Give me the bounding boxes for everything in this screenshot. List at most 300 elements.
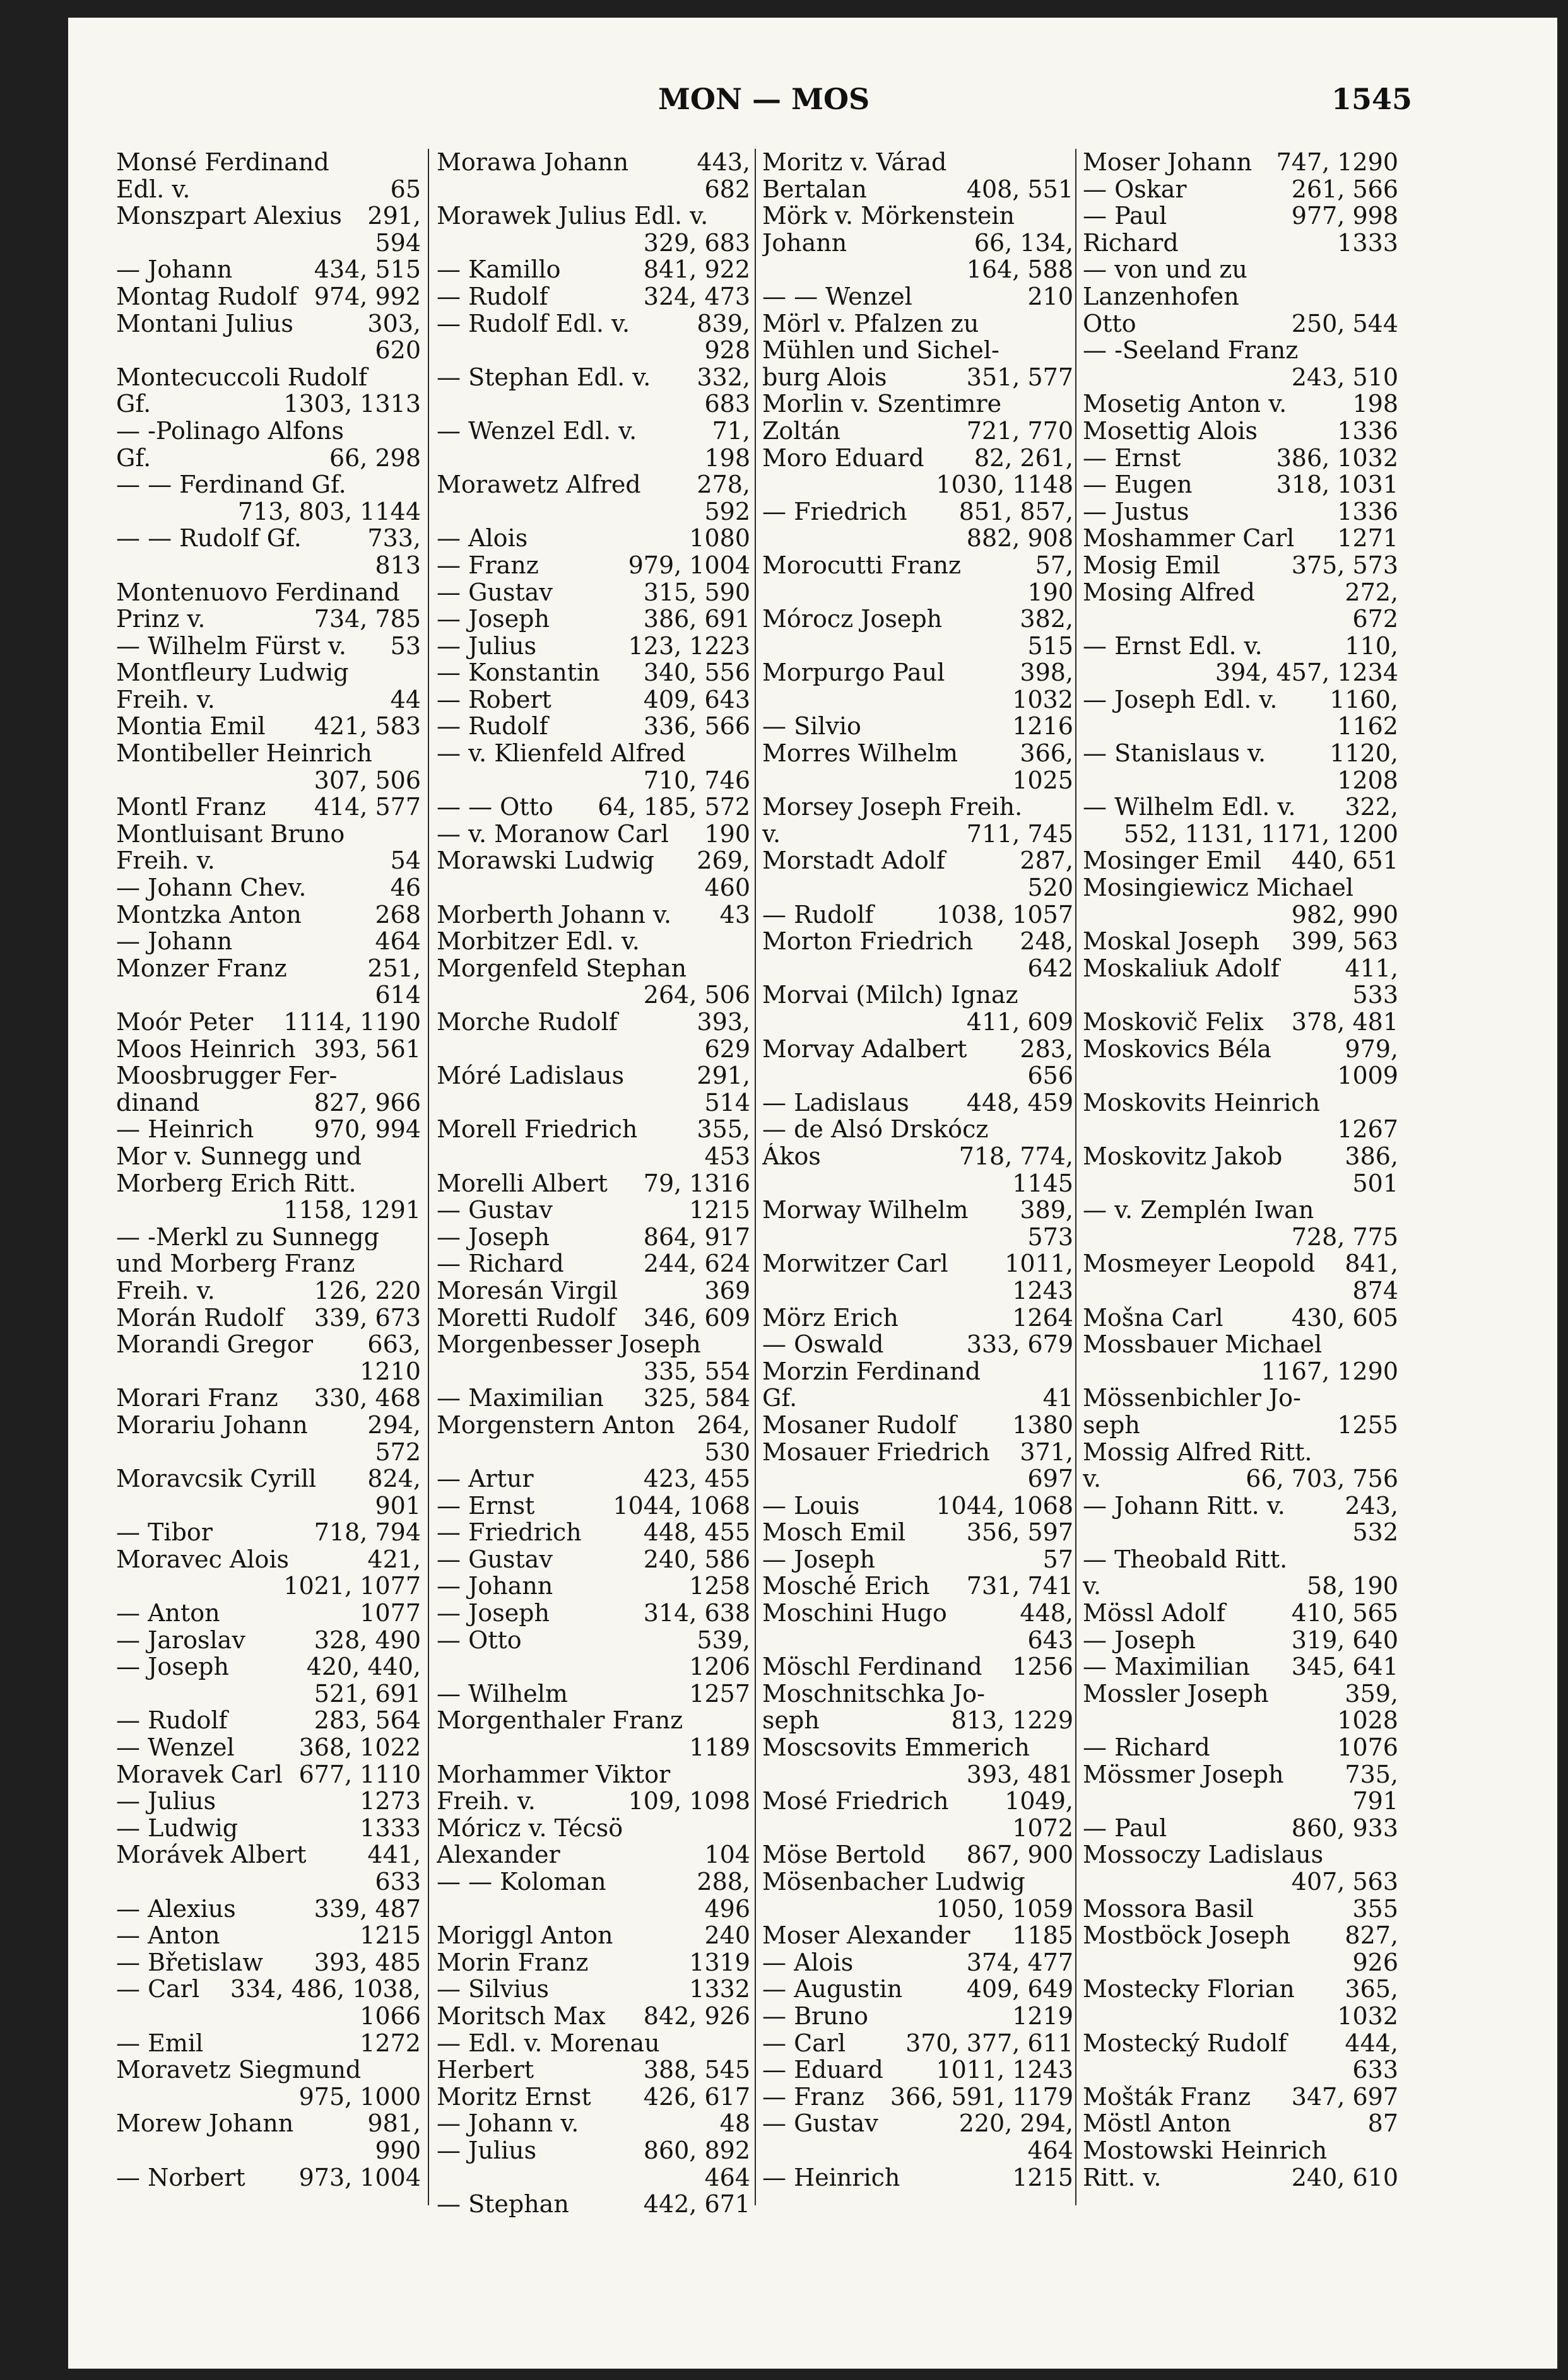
entry-page-refs: 283,	[1020, 1035, 1073, 1063]
entry-name: — Justus	[1083, 498, 1189, 525]
entry-name: Mošták Franz	[1083, 2083, 1251, 2111]
index-entry	[437, 2056, 750, 2084]
entry-page-refs: 1336	[1337, 417, 1398, 445]
entry-page-refs: 269,	[697, 847, 750, 875]
entry-page-refs: 1009	[1337, 1062, 1398, 1089]
index-entry	[762, 2056, 1073, 2084]
index-entry	[762, 1170, 1073, 1197]
entry-page-refs: 333, 679	[966, 1331, 1073, 1358]
index-entry	[1083, 2137, 1398, 2164]
entry-page-refs: 747, 1290	[1276, 149, 1398, 176]
entry-name: — Bruno	[762, 2002, 868, 2030]
entry-page-refs: 977, 998	[1291, 202, 1398, 230]
entry-page-refs: 386, 1032	[1276, 444, 1398, 472]
entry-name: — Stanislaus v.	[1083, 740, 1266, 767]
entry-page-refs: 734, 785	[314, 606, 421, 633]
entry-name: Mossbauer Michael	[1083, 1331, 1323, 1358]
index-entry	[437, 498, 750, 525]
entry-name: Mosch Emil	[762, 1519, 906, 1546]
entry-name: Moskal Joseph	[1083, 928, 1260, 955]
index-entry	[762, 1197, 1073, 1224]
index-entry	[116, 1304, 421, 1332]
entry-name: Morelli Albert	[437, 1169, 608, 1197]
entry-name: — Johann Ritt. v.	[1083, 1492, 1285, 1520]
entry-page-refs: 1273	[360, 1788, 421, 1815]
index-entry	[762, 1358, 1073, 1385]
index-entry	[116, 1036, 421, 1063]
entry-page-refs: 448, 455	[643, 1519, 750, 1546]
entry-page-refs: 721, 770	[966, 417, 1073, 445]
index-entry	[116, 982, 421, 1009]
entry-name: — Oskar	[1083, 175, 1187, 203]
index-entry	[762, 1707, 1073, 1734]
index-entry	[762, 1653, 1073, 1680]
index-column-2	[437, 149, 750, 2218]
entry-name: Morari Franz	[116, 1385, 278, 1412]
index-entry	[116, 310, 421, 337]
index-entry	[762, 418, 1073, 445]
entry-page-refs: 460	[704, 874, 750, 901]
entry-page-refs: 109, 1098	[628, 1788, 750, 1815]
index-entry	[437, 337, 750, 364]
index-entry	[437, 2191, 750, 2218]
entry-name: — Norbert	[116, 2164, 245, 2191]
entry-page-refs: 210	[1027, 283, 1073, 310]
index-entry	[437, 1492, 750, 1520]
index-entry	[1083, 633, 1398, 660]
index-entry	[762, 283, 1073, 310]
entry-name: — Johann v.	[437, 2110, 579, 2137]
entry-page-refs: 356, 597	[966, 1519, 1073, 1546]
index-entry	[762, 1896, 1073, 1923]
entry-page-refs: 713, 803, 1144	[237, 498, 421, 525]
entry-page-refs: 1257	[689, 1680, 750, 1708]
entry-name: Zoltán	[762, 417, 840, 445]
entry-page-refs: 874	[1352, 1277, 1398, 1304]
entry-page-refs: 346, 609	[643, 1304, 750, 1332]
index-entry	[1083, 1519, 1398, 1546]
entry-name: — Alois	[762, 1949, 854, 1976]
entry-name: — Julius	[437, 632, 537, 660]
index-entry	[1083, 176, 1398, 203]
index-entry	[437, 525, 750, 552]
entry-name: — Stephan	[437, 2191, 569, 2218]
index-entry	[116, 230, 421, 257]
entry-page-refs: 718, 774,	[958, 1142, 1073, 1170]
index-entry	[116, 1250, 421, 1277]
index-entry	[116, 821, 421, 848]
index-entry	[437, 202, 750, 230]
entry-page-refs: 629	[704, 1035, 750, 1063]
entry-page-refs: 411, 609	[966, 1009, 1073, 1036]
index-entry	[762, 1412, 1073, 1439]
index-entry	[437, 686, 750, 713]
entry-name: — — Wenzel	[762, 283, 912, 310]
index-entry	[116, 1600, 421, 1627]
entry-name: Richard	[1083, 229, 1179, 257]
entry-name: Monszpart Alexius	[116, 202, 342, 230]
index-entry	[437, 1358, 750, 1385]
entry-name: Möstl Anton	[1083, 2110, 1232, 2137]
entry-name: — Wilhelm	[437, 1680, 568, 1708]
entry-name: Edl. v.	[116, 175, 191, 203]
entry-name: dinand	[116, 1089, 200, 1117]
entry-page-refs: 335, 554	[643, 1357, 750, 1385]
index-entry	[116, 552, 421, 579]
index-entry	[437, 740, 750, 767]
entry-page-refs: 371,	[1020, 1438, 1073, 1466]
index-column-1	[116, 149, 421, 2191]
index-entry	[116, 1949, 421, 1976]
entry-name: — Emil	[116, 2029, 204, 2057]
entry-name: — Rudolf Edl. v.	[437, 310, 630, 337]
entry-page-refs: 393, 561	[314, 1035, 421, 1063]
entry-name: Morway Wilhelm	[762, 1197, 969, 1224]
index-entry	[1083, 821, 1398, 848]
entry-page-refs: 87	[1367, 2110, 1398, 2137]
entry-page-refs: 421,	[367, 1545, 421, 1573]
entry-name: Ritt. v.	[1083, 2164, 1162, 2191]
index-entry	[1083, 1627, 1398, 1654]
index-entry	[762, 176, 1073, 203]
entry-page-refs: 243,	[1345, 1492, 1398, 1520]
entry-page-refs: 718, 794	[314, 1519, 421, 1546]
entry-page-refs: 1243	[1012, 1277, 1073, 1304]
index-entry	[1083, 1600, 1398, 1627]
index-entry	[762, 1868, 1073, 1896]
entry-page-refs: 398,	[1020, 659, 1073, 686]
index-entry	[116, 1519, 421, 1546]
entry-name: Morvay Adalbert	[762, 1035, 967, 1063]
entry-name: — Oswald	[762, 1331, 884, 1358]
entry-name: Mörl v. Pfalzen zu	[762, 310, 979, 337]
entry-name: Gf.	[116, 390, 151, 418]
running-header	[68, 82, 1557, 126]
entry-page-refs: 572	[375, 1438, 421, 1466]
index-entry	[116, 1197, 421, 1224]
entry-name: Montenuovo Ferdinand	[116, 578, 400, 606]
entry-name: — Břetislaw	[116, 1949, 263, 1976]
index-entry	[116, 1868, 421, 1896]
entry-page-refs: 824,	[367, 1465, 421, 1492]
entry-page-refs: 240	[704, 1922, 750, 1949]
index-entry	[1083, 256, 1398, 283]
entry-name: — Maximilian	[1083, 1653, 1250, 1680]
index-column-4	[1083, 149, 1398, 2191]
index-entry	[1083, 1331, 1398, 1358]
index-entry	[762, 874, 1073, 901]
entry-page-refs: 974, 992	[314, 283, 421, 310]
index-entry	[116, 928, 421, 955]
entry-page-refs: 633	[375, 1868, 421, 1896]
index-entry	[762, 606, 1073, 633]
entry-name: v.	[762, 820, 781, 848]
index-entry	[116, 2137, 421, 2164]
entry-page-refs: 54	[390, 847, 421, 875]
index-entry	[437, 1143, 750, 1170]
entry-name: Mossoczy Ladislaus	[1083, 1841, 1324, 1868]
entry-page-refs: 614	[375, 982, 421, 1009]
index-entry	[437, 418, 750, 445]
entry-page-refs: 970, 994	[314, 1116, 421, 1143]
index-entry	[1083, 1412, 1398, 1439]
index-entry	[1083, 606, 1398, 633]
entry-name: Freih. v.	[437, 1788, 536, 1815]
entry-page-refs: 1021, 1077	[283, 1573, 421, 1600]
index-entry	[437, 955, 750, 982]
entry-name: Morbitzer Edl. v.	[437, 928, 640, 955]
index-entry	[762, 471, 1073, 498]
entry-name: — -Polinago Alfons	[116, 417, 345, 445]
entry-name: Möse Bertold	[762, 1841, 926, 1868]
entry-page-refs: 1208	[1337, 766, 1398, 794]
entry-page-refs: 123, 1223	[628, 632, 750, 660]
entry-page-refs: 1215	[689, 1197, 750, 1224]
index-entry	[116, 1277, 421, 1304]
entry-page-refs: 104	[704, 1841, 750, 1868]
entry-page-refs: 328, 490	[314, 1626, 421, 1654]
index-entry	[116, 498, 421, 525]
index-entry	[762, 310, 1073, 337]
index-entry	[1083, 1143, 1398, 1170]
index-entry	[762, 364, 1073, 391]
index-entry	[1083, 1815, 1398, 1842]
entry-page-refs: 65	[390, 175, 421, 203]
entry-page-refs: 110,	[1345, 632, 1398, 660]
index-entry	[762, 1680, 1073, 1708]
entry-name: Freih. v.	[116, 686, 215, 713]
index-entry	[762, 525, 1073, 552]
entry-name: Morgenfeld Stephan	[437, 954, 687, 982]
entry-page-refs: 264, 506	[643, 982, 750, 1009]
index-entry	[116, 2003, 421, 2030]
entry-page-refs: 928	[704, 337, 750, 364]
index-entry	[1083, 418, 1398, 445]
entry-page-refs: 1167, 1290	[1261, 1357, 1398, 1385]
entry-name: Mossora Basil	[1083, 1895, 1254, 1923]
entry-page-refs: 126, 220	[314, 1277, 421, 1304]
index-entry	[116, 2056, 421, 2084]
entry-page-refs: 620	[375, 337, 421, 364]
index-entry	[437, 176, 750, 203]
entry-name: Moravetz Siegmund	[116, 2056, 362, 2084]
index-entry	[437, 1707, 750, 1734]
entry-page-refs: 697	[1027, 1465, 1073, 1492]
index-entry	[437, 2164, 750, 2191]
entry-name: Morhammer Viktor	[437, 1761, 671, 1788]
page	[68, 18, 1557, 2369]
index-entry	[437, 847, 750, 874]
running-head-title: MON — MOS	[658, 82, 870, 116]
entry-name: Moshammer Carl	[1083, 525, 1295, 552]
entry-name: Morsey Joseph Freih.	[762, 794, 1023, 821]
entry-page-refs: 66, 134,	[974, 229, 1073, 257]
entry-name: Alexander	[437, 1841, 560, 1868]
index-entry	[437, 1331, 750, 1358]
index-entry	[1083, 579, 1398, 606]
entry-name: — Joseph Edl. v.	[1083, 686, 1278, 713]
entry-page-refs: 1076	[1337, 1734, 1398, 1761]
entry-name: Bertalan	[762, 175, 867, 203]
entry-page-refs: 1025	[1012, 766, 1073, 794]
entry-name: — Otto	[437, 1626, 522, 1654]
entry-name: Mostböck Joseph	[1083, 1922, 1291, 1949]
entry-name: Moresán Virgil	[437, 1277, 618, 1304]
entry-name: — Silvius	[437, 1976, 550, 2003]
index-entry	[762, 659, 1073, 686]
entry-name: — -Seeland Franz	[1083, 337, 1299, 364]
index-entry	[1083, 230, 1398, 257]
entry-name: Moos Heinrich	[116, 1035, 296, 1063]
entry-name: — Paul	[1083, 1814, 1167, 1842]
entry-name: Montluisant Bruno	[116, 820, 345, 848]
index-entry	[116, 2030, 421, 2057]
entry-name: Montecuccoli Rudolf	[116, 363, 368, 391]
entry-name: seph	[762, 1707, 820, 1735]
index-entry	[116, 149, 421, 176]
entry-page-refs: 592	[704, 498, 750, 525]
entry-name: Mosché Erich	[762, 1573, 930, 1600]
index-entry	[437, 901, 750, 929]
entry-page-refs: 982, 990	[1291, 901, 1398, 929]
entry-name: — Gustav	[437, 1545, 553, 1573]
index-entry	[762, 1277, 1073, 1304]
index-entry	[1083, 1788, 1398, 1815]
entry-name: Morgenbesser Joseph	[437, 1331, 701, 1358]
index-entry	[116, 1009, 421, 1036]
entry-page-refs: 410, 565	[1291, 1600, 1398, 1627]
entry-name: — de Alsó Drskócz	[762, 1116, 989, 1143]
index-entry	[437, 579, 750, 606]
index-entry	[762, 794, 1073, 821]
entry-page-refs: 243, 510	[1291, 363, 1398, 391]
entry-name: Morvai (Milch) Ignaz	[762, 982, 1018, 1009]
index-entry	[437, 364, 750, 391]
index-entry	[762, 337, 1073, 364]
entry-page-refs: 443,	[697, 149, 750, 176]
entry-name: Moschini Hugo	[762, 1600, 947, 1627]
index-entry	[437, 1062, 750, 1089]
entry-name: Moser Johann	[1083, 149, 1253, 176]
entry-page-refs: 64, 185, 572	[598, 794, 750, 821]
index-entry	[437, 1573, 750, 1600]
entry-page-refs: 283, 564	[314, 1707, 421, 1735]
entry-page-refs: 643	[1027, 1626, 1073, 1654]
entry-name: Morton Friedrich	[762, 928, 974, 955]
index-entry	[116, 2110, 421, 2137]
entry-page-refs: 294,	[367, 1411, 421, 1439]
index-entry	[437, 1224, 750, 1251]
index-entry	[1083, 713, 1398, 740]
index-entry	[1083, 337, 1398, 364]
index-entry	[437, 659, 750, 686]
entry-name: — Ernst	[437, 1492, 535, 1520]
index-entry	[1083, 310, 1398, 337]
index-entry	[762, 445, 1073, 472]
entry-page-refs: 46	[390, 874, 421, 901]
entry-page-refs: 319, 640	[1291, 1626, 1398, 1654]
index-entry	[762, 901, 1073, 929]
index-entry	[116, 202, 421, 230]
column-rule	[755, 149, 756, 2205]
index-entry	[116, 256, 421, 283]
entry-name: Morzin Ferdinand	[762, 1357, 981, 1385]
entry-name: Mosingiewicz Michael	[1083, 874, 1354, 901]
entry-name: — Franz	[437, 551, 539, 579]
entry-page-refs: 975, 1000	[298, 2083, 421, 2111]
entry-name: Moskaliuk Adolf	[1083, 954, 1280, 982]
entry-page-refs: 322,	[1345, 794, 1398, 821]
entry-page-refs: 973, 1004	[298, 2164, 421, 2191]
index-entry	[762, 740, 1073, 767]
index-entry	[116, 955, 421, 982]
index-entry	[437, 1815, 750, 1842]
column-rule	[428, 149, 429, 2205]
index-entry	[762, 1573, 1073, 1600]
entry-page-refs: 728, 775	[1291, 1223, 1398, 1251]
entry-page-refs: 426, 617	[643, 2083, 750, 2111]
entry-page-refs: 520	[1027, 874, 1073, 901]
index-entry	[116, 606, 421, 633]
entry-name: — Joseph	[437, 606, 550, 633]
entry-page-refs: 291,	[697, 1062, 750, 1089]
entry-page-refs: 1258	[689, 1573, 750, 1600]
entry-page-refs: 57,	[1035, 551, 1073, 579]
entry-page-refs: 515	[1027, 632, 1073, 660]
index-entry	[1083, 901, 1398, 929]
index-entry	[1083, 2110, 1398, 2137]
entry-name: Montibeller Heinrich	[116, 740, 372, 767]
index-entry	[1083, 982, 1398, 1009]
index-entry	[1083, 1734, 1398, 1761]
index-entry	[437, 1116, 750, 1143]
index-entry	[1083, 928, 1398, 955]
entry-name: — Edl. v. Morenau	[437, 2029, 660, 2057]
index-entry	[1083, 1949, 1398, 1976]
entry-name: — v. Klienfeld Alfred	[437, 740, 686, 767]
index-entry	[116, 1492, 421, 1520]
entry-page-refs: 164, 588	[966, 256, 1073, 283]
entry-name: Moritsch Max	[437, 2002, 606, 2030]
entry-name: — Johann	[116, 256, 233, 283]
index-entry	[437, 552, 750, 579]
entry-name: Mosig Emil	[1083, 551, 1220, 579]
entry-name: Morariu Johann	[116, 1411, 308, 1439]
index-entry	[437, 1976, 750, 2003]
index-entry	[1083, 1922, 1398, 1949]
index-entry	[1083, 445, 1398, 472]
entry-page-refs: 1028	[1337, 1707, 1398, 1735]
column-rule	[1075, 149, 1076, 2205]
entry-page-refs: 990	[375, 2137, 421, 2164]
index-entry	[437, 1841, 750, 1868]
entry-page-refs: 453	[704, 1142, 750, 1170]
entry-page-refs: 198	[1352, 390, 1398, 418]
entry-page-refs: 448,	[1020, 1600, 1073, 1627]
entry-page-refs: 672	[1352, 606, 1398, 633]
entry-page-refs: 1319	[689, 1949, 750, 1976]
index-entry	[762, 1036, 1073, 1063]
entry-page-refs: 1158, 1291	[283, 1197, 421, 1224]
index-entry	[437, 1036, 750, 1063]
index-entry	[1083, 955, 1398, 982]
entry-page-refs: 307, 506	[314, 766, 421, 794]
entry-page-refs: 334, 486, 1038,	[230, 1976, 421, 2003]
index-entry	[116, 283, 421, 310]
index-entry	[116, 1170, 421, 1197]
index-entry	[116, 176, 421, 203]
entry-name: Mostecky Florian	[1083, 1976, 1295, 2003]
